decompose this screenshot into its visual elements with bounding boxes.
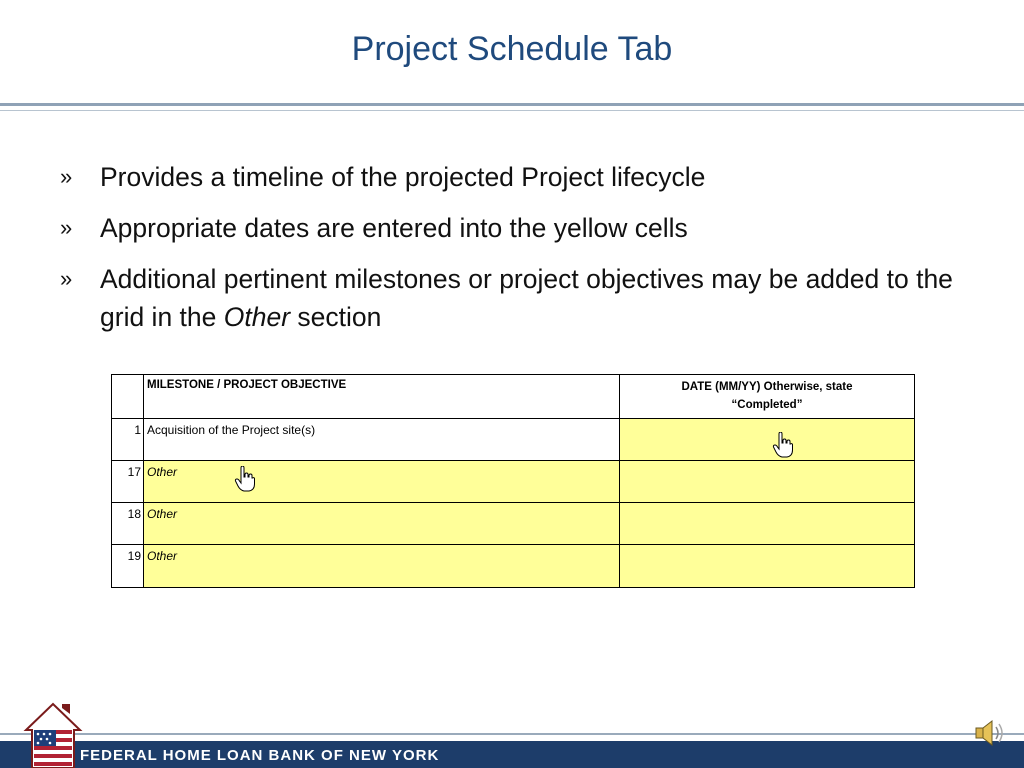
row-number: 17 <box>111 460 144 503</box>
header-date-line2: “Completed” <box>731 399 803 411</box>
schedule-grid <box>111 374 915 588</box>
row-number: 18 <box>111 502 144 545</box>
other-milestone-input[interactable]: Other <box>143 502 620 545</box>
bullet-marker: » <box>60 215 73 240</box>
fhlbny-logo <box>22 700 84 768</box>
bullet-text: Provides a timeline of the projected Project lifecycle <box>100 162 706 192</box>
date-input-cell[interactable] <box>619 418 915 461</box>
bullet-item <box>60 260 960 336</box>
footer-org-name: FEDERAL HOME LOAN BANK OF NEW YORK <box>80 747 440 764</box>
other-milestone-input[interactable]: Other <box>143 460 620 503</box>
bullet-text: Appropriate dates are entered into the yellow cells <box>100 213 688 243</box>
header-num-cell <box>111 374 144 419</box>
date-input-cell[interactable] <box>619 544 915 588</box>
bullet-marker: » <box>60 266 73 291</box>
row-number: 1 <box>111 418 144 461</box>
bullet-list <box>60 158 960 349</box>
bullet-text: section <box>290 302 382 332</box>
milestone-cell: Acquisition of the Project site(s) <box>143 418 620 461</box>
header-date <box>619 374 915 419</box>
date-input-cell[interactable] <box>619 460 915 503</box>
hand-pointer-icon <box>234 466 256 492</box>
bullet-marker: » <box>60 164 73 189</box>
header-date-line1: DATE (MM/YY) Otherwise, state <box>681 381 853 393</box>
slide-title: Project Schedule Tab <box>351 30 673 68</box>
date-input-cell[interactable] <box>619 502 915 545</box>
other-milestone-input[interactable]: Other <box>143 544 620 588</box>
bullet-text-italic: Other <box>223 302 291 332</box>
hand-pointer-icon <box>772 432 794 458</box>
footer-divider <box>0 733 1024 735</box>
speaker-icon[interactable] <box>972 716 1008 750</box>
header-milestone: MILESTONE / PROJECT OBJECTIVE <box>143 374 620 419</box>
bullet-item <box>60 209 960 247</box>
title-divider <box>0 103 1024 106</box>
title-divider-thin <box>0 110 1024 111</box>
bullet-text: Additional pertinent milestones or project objectives may be added to the grid in the <box>100 264 953 332</box>
bullet-item <box>60 158 960 196</box>
row-number: 19 <box>111 544 144 588</box>
